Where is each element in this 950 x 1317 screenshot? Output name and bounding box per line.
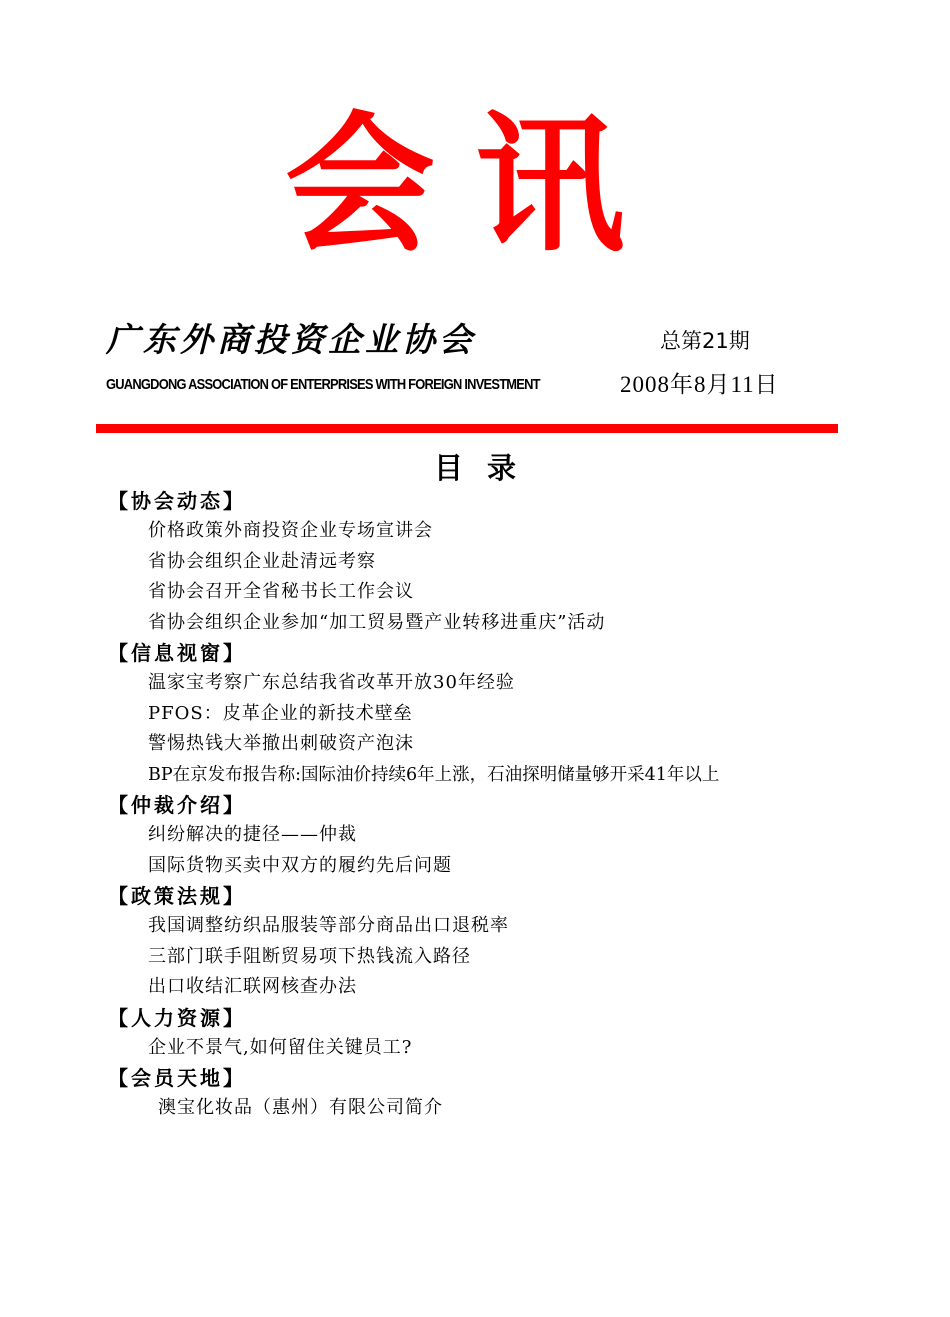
masthead-title: 会讯 — [284, 97, 665, 273]
section-heading: 【政策法规】 — [108, 884, 246, 908]
toc-item: 温家宝考察广东总结我省改革开放30年经验 — [148, 672, 515, 693]
masthead — [0, 97, 950, 273]
header-divider — [96, 424, 838, 433]
section-heading: 【人力资源】 — [108, 1005, 246, 1030]
issue-number: 总第21期 — [660, 329, 750, 353]
toc-item: 纠纷解决的捷径——仲裁 — [148, 824, 357, 845]
toc-item: 警惕热钱大举撤出刺破资产泡沫 — [148, 733, 414, 754]
toc-item: 省协会组织企业参加“加工贸易暨产业转移进重庆”活动 — [148, 611, 606, 633]
toc-item: 出口收结汇联网核查办法 — [148, 976, 357, 997]
toc-item: BP在京发布报告称:国际油价持续6年上涨，石油探明储量够开采41年以上 — [148, 764, 720, 785]
organization-name: 广东外商投资企业协会 — [106, 320, 476, 359]
toc-item: 企业不景气,如何留住关键员工? — [148, 1036, 413, 1058]
toc-item: 澳宝化妆品（惠州）有限公司简介 — [158, 1097, 443, 1118]
toc-item: 省协会召开全省秘书长工作会议 — [148, 581, 414, 602]
organization-name-english: GUANGDONG ASSOCIATION OF ENTERPRISES WITH FOREIGN INVESTMENT — [106, 376, 540, 393]
issue-date: 2008年8月11日 — [620, 372, 779, 397]
section-heading: 【协会动态】 — [108, 489, 246, 513]
toc-item: 价格政策外商投资企业专场宣讲会 — [148, 520, 433, 541]
section-heading: 【会员天地】 — [108, 1066, 246, 1090]
section-heading: 【信息视窗】 — [108, 641, 246, 665]
table-of-contents — [108, 486, 908, 1124]
toc-item: 省协会组织企业赴清远考察 — [148, 550, 376, 572]
toc-item: 三部门联手阻断贸易项下热钱流入路径 — [148, 945, 471, 967]
section-heading: 【仲裁介绍】 — [108, 793, 246, 817]
toc-title: 目录 — [433, 451, 540, 485]
toc-item: PFOS：皮革企业的新技术壁垒 — [148, 702, 413, 724]
toc-item: 国际货物买卖中双方的履约先后问题 — [148, 854, 452, 876]
toc-item: 我国调整纺织品服装等部分商品出口退税率 — [148, 915, 509, 936]
